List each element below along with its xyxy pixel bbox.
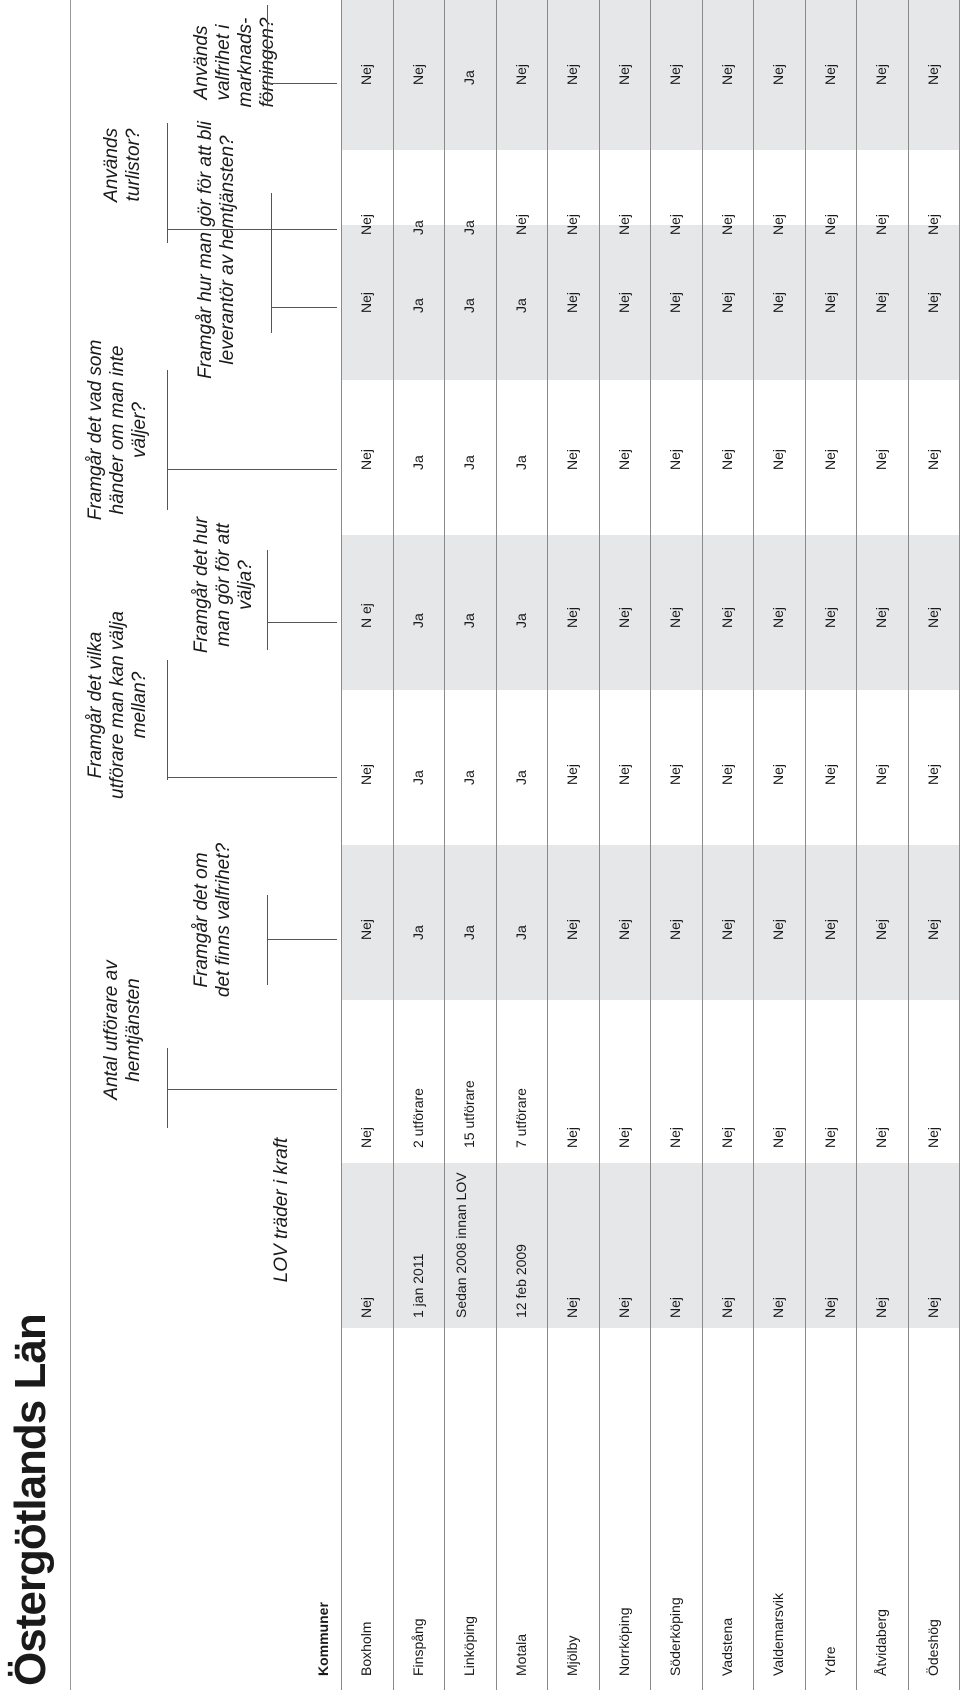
cell-kommun: Linköping xyxy=(461,1616,477,1676)
header-vilka-stem xyxy=(167,777,337,778)
cell-leverantor: Nej xyxy=(615,291,632,313)
cell-marknad: Nej xyxy=(667,63,683,85)
cell-lov: Nej xyxy=(358,1296,374,1318)
data-table xyxy=(341,0,960,1690)
cell-lov: Nej xyxy=(821,1296,838,1318)
cell-hur-valja: Nej xyxy=(564,606,580,628)
header-vilka: Framgår det vilka utförare man kan välja mellan? xyxy=(85,611,150,799)
cell-kommun: Motala xyxy=(512,1633,529,1676)
cell-kommun: Åtvidaberg xyxy=(873,1609,889,1676)
cell-valfrihet: Nej xyxy=(821,918,838,940)
header-inte-valjer-bracket xyxy=(167,370,168,510)
cell-inte-valjer: Ja xyxy=(461,455,477,470)
header-inte-valjer-stem xyxy=(167,469,337,470)
cell-leverantor: Nej xyxy=(358,291,374,313)
cell-marknad: Nej xyxy=(821,63,838,85)
cell-inte-valjer: Nej xyxy=(821,448,838,470)
cell-marknad: Nej xyxy=(512,63,529,85)
cell-antal: 2 utförare xyxy=(409,1088,426,1148)
cell-vilka: Nej xyxy=(770,763,786,785)
cell-hur-valja: Ja xyxy=(512,613,529,628)
cell-kommun: Boxholm xyxy=(358,1621,374,1676)
cell-hur-valja: Nej xyxy=(924,606,941,628)
page-title: Östergötlands Län xyxy=(6,1314,55,1686)
cell-vilka: Nej xyxy=(358,763,374,785)
cell-kommun: Söderköping xyxy=(667,1597,683,1676)
cell-vilka: Nej xyxy=(924,763,941,785)
cell-kommun: Ödeshög xyxy=(924,1619,941,1676)
cell-lov: 1 jan 2011 xyxy=(409,1253,426,1318)
cell-antal: Nej xyxy=(873,1126,889,1148)
table-header xyxy=(71,0,341,1690)
cell-lov: 12 feb 2009 xyxy=(512,1244,529,1318)
header-turlistor-stem xyxy=(167,229,337,230)
cell-marknad: Ja xyxy=(461,70,477,85)
cell-vilka: Nej xyxy=(718,763,735,785)
cell-turlistor: Nej xyxy=(512,213,529,235)
cell-turlistor: Nej xyxy=(873,213,889,235)
cell-inte-valjer: Nej xyxy=(770,448,786,470)
cell-valfrihet: Nej xyxy=(770,918,786,940)
cell-valfrihet: Ja xyxy=(461,925,477,940)
cell-marknad: Nej xyxy=(770,63,786,85)
header-valfrihet-stem xyxy=(267,939,337,940)
cell-kommun: Vadstena xyxy=(718,1617,735,1676)
cell-turlistor: Ja xyxy=(409,220,426,235)
header-hur-valja: Framgår det hur man gör för att välja? xyxy=(191,516,256,654)
table-row xyxy=(496,0,549,1690)
cell-kommun: Mjölby xyxy=(564,1635,580,1676)
cell-leverantor: Nej xyxy=(770,291,786,313)
cell-marknad: Nej xyxy=(409,63,426,85)
cell-valfrihet: Ja xyxy=(409,925,426,940)
cell-inte-valjer: Nej xyxy=(718,448,735,470)
table-row xyxy=(702,0,755,1690)
cell-marknad: Nej xyxy=(718,63,735,85)
cell-lov: Nej xyxy=(924,1296,941,1318)
header-turlistor: Används turlistor? xyxy=(101,128,144,202)
cell-inte-valjer: Nej xyxy=(924,448,941,470)
header-antal: Antal utförare av hemtjänsten xyxy=(101,960,144,1100)
table-row xyxy=(805,0,858,1690)
cell-leverantor: Nej xyxy=(718,291,735,313)
cell-valfrihet: Nej xyxy=(873,918,889,940)
cell-lov: Nej xyxy=(718,1296,735,1318)
table-row xyxy=(393,0,446,1690)
cell-marknad: Nej xyxy=(615,63,632,85)
cell-turlistor: Nej xyxy=(667,213,683,235)
header-leverantor-stem xyxy=(271,307,337,308)
header-vilka-bracket xyxy=(167,660,168,780)
cell-inte-valjer: Ja xyxy=(409,455,426,470)
cell-leverantor: Nej xyxy=(924,291,941,313)
header-antal-bracket xyxy=(167,1048,168,1128)
cell-valfrihet: Nej xyxy=(615,918,632,940)
cell-vilka: Ja xyxy=(461,770,477,785)
cell-kommun: Valdemarsvik xyxy=(770,1593,786,1676)
cell-leverantor: Ja xyxy=(461,298,477,313)
cell-lov: Nej xyxy=(615,1296,632,1318)
cell-hur-valja: Nej xyxy=(770,606,786,628)
header-turlistor-bracket xyxy=(167,123,168,243)
header-marknad-bracket xyxy=(267,5,268,105)
cell-lov: Nej xyxy=(873,1296,889,1318)
header-leverantor: Framgår hur man gör för att bli leverantör av hemtjänsten? xyxy=(195,121,238,379)
cell-leverantor: Nej xyxy=(564,291,580,313)
cell-turlistor: Nej xyxy=(718,213,735,235)
cell-lov: Nej xyxy=(564,1296,580,1318)
header-leverantor-bracket xyxy=(271,193,272,333)
header-marknad: Används valfrihet i marknads-förningen? xyxy=(191,17,278,108)
cell-vilka: Ja xyxy=(512,770,529,785)
cell-inte-valjer: Nej xyxy=(615,448,632,470)
cell-inte-valjer: Ja xyxy=(512,455,529,470)
cell-valfrihet: Nej xyxy=(924,918,941,940)
table-row xyxy=(547,0,600,1690)
cell-kommun: Norrköping xyxy=(615,1607,632,1676)
cell-valfrihet: Nej xyxy=(667,918,683,940)
cell-antal: Nej xyxy=(770,1126,786,1148)
cell-antal: Nej xyxy=(564,1126,580,1148)
table-row xyxy=(650,0,703,1690)
cell-antal: 7 utförare xyxy=(512,1088,529,1148)
cell-marknad: Nej xyxy=(924,63,941,85)
cell-antal: 15 utförare xyxy=(461,1080,477,1148)
header-inte-valjer: Framgår det vad som händer om man inte väljer? xyxy=(85,339,150,521)
cell-turlistor: Nej xyxy=(770,213,786,235)
cell-antal: Nej xyxy=(924,1126,941,1148)
cell-leverantor: Nej xyxy=(667,291,683,313)
cell-hur-valja: Nej xyxy=(615,606,632,628)
cell-turlistor: Nej xyxy=(821,213,838,235)
cell-marknad: Nej xyxy=(873,63,889,85)
cell-hur-valja: Nej xyxy=(821,606,838,628)
cell-inte-valjer: Nej xyxy=(358,448,374,470)
cell-marknad: Nej xyxy=(358,63,374,85)
cell-valfrihet: Nej xyxy=(564,918,580,940)
header-valfrihet: Framgår det om det finns valfrihet? xyxy=(191,842,234,998)
header-marknad-stem xyxy=(267,83,337,84)
table-row xyxy=(856,0,909,1690)
cell-marknad: Nej xyxy=(564,63,580,85)
cell-antal: Nej xyxy=(821,1126,838,1148)
cell-inte-valjer: Nej xyxy=(564,448,580,470)
cell-turlistor: Nej xyxy=(615,213,632,235)
header-hur-valja-stem xyxy=(267,622,337,623)
cell-antal: Nej xyxy=(615,1126,632,1148)
cell-hur-valja: Nej xyxy=(873,606,889,628)
cell-leverantor: Nej xyxy=(821,291,838,313)
table-row xyxy=(753,0,806,1690)
cell-antal: Nej xyxy=(358,1126,374,1148)
cell-valfrihet: Nej xyxy=(358,918,374,940)
header-valfrihet-bracket xyxy=(267,895,268,985)
cell-leverantor: Ja xyxy=(409,298,426,313)
cell-turlistor: Ja xyxy=(461,220,477,235)
cell-hur-valja: N ej xyxy=(358,603,374,628)
cell-lov: Nej xyxy=(770,1296,786,1318)
cell-turlistor: Nej xyxy=(924,213,941,235)
table-row xyxy=(599,0,652,1690)
cell-antal: Nej xyxy=(718,1126,735,1148)
cell-antal: Nej xyxy=(667,1126,683,1148)
cell-vilka: Nej xyxy=(615,763,632,785)
cell-hur-valja: Ja xyxy=(409,613,426,628)
cell-valfrihet: Ja xyxy=(512,925,529,940)
cell-valfrihet: Nej xyxy=(718,918,735,940)
cell-lov: Sedan 2008 innan LOV xyxy=(453,1172,469,1318)
table-row xyxy=(341,0,394,1690)
cell-kommun: Ydre xyxy=(821,1646,838,1676)
cell-turlistor: Nej xyxy=(358,213,374,235)
cell-hur-valja: Nej xyxy=(667,606,683,628)
cell-vilka: Ja xyxy=(409,770,426,785)
cell-vilka: Nej xyxy=(667,763,683,785)
cell-vilka: Nej xyxy=(873,763,889,785)
header-kommuner: Kommuner xyxy=(315,1602,331,1676)
cell-kommun: Finspång xyxy=(409,1618,426,1676)
header-lov: LOV träder i kraft xyxy=(271,1137,292,1283)
cell-inte-valjer: Nej xyxy=(667,448,683,470)
table-row xyxy=(908,0,960,1690)
cell-turlistor: Nej xyxy=(564,213,580,235)
header-antal-stem xyxy=(167,1089,337,1090)
cell-leverantor: Nej xyxy=(873,291,889,313)
header-hur-valja-bracket xyxy=(267,550,268,650)
cell-vilka: Nej xyxy=(821,763,838,785)
cell-leverantor: Ja xyxy=(512,298,529,313)
cell-inte-valjer: Nej xyxy=(873,448,889,470)
cell-lov: Nej xyxy=(667,1296,683,1318)
cell-hur-valja: Ja xyxy=(461,613,477,628)
table-row xyxy=(444,0,497,1690)
cell-hur-valja: Nej xyxy=(718,606,735,628)
cell-vilka: Nej xyxy=(564,763,580,785)
